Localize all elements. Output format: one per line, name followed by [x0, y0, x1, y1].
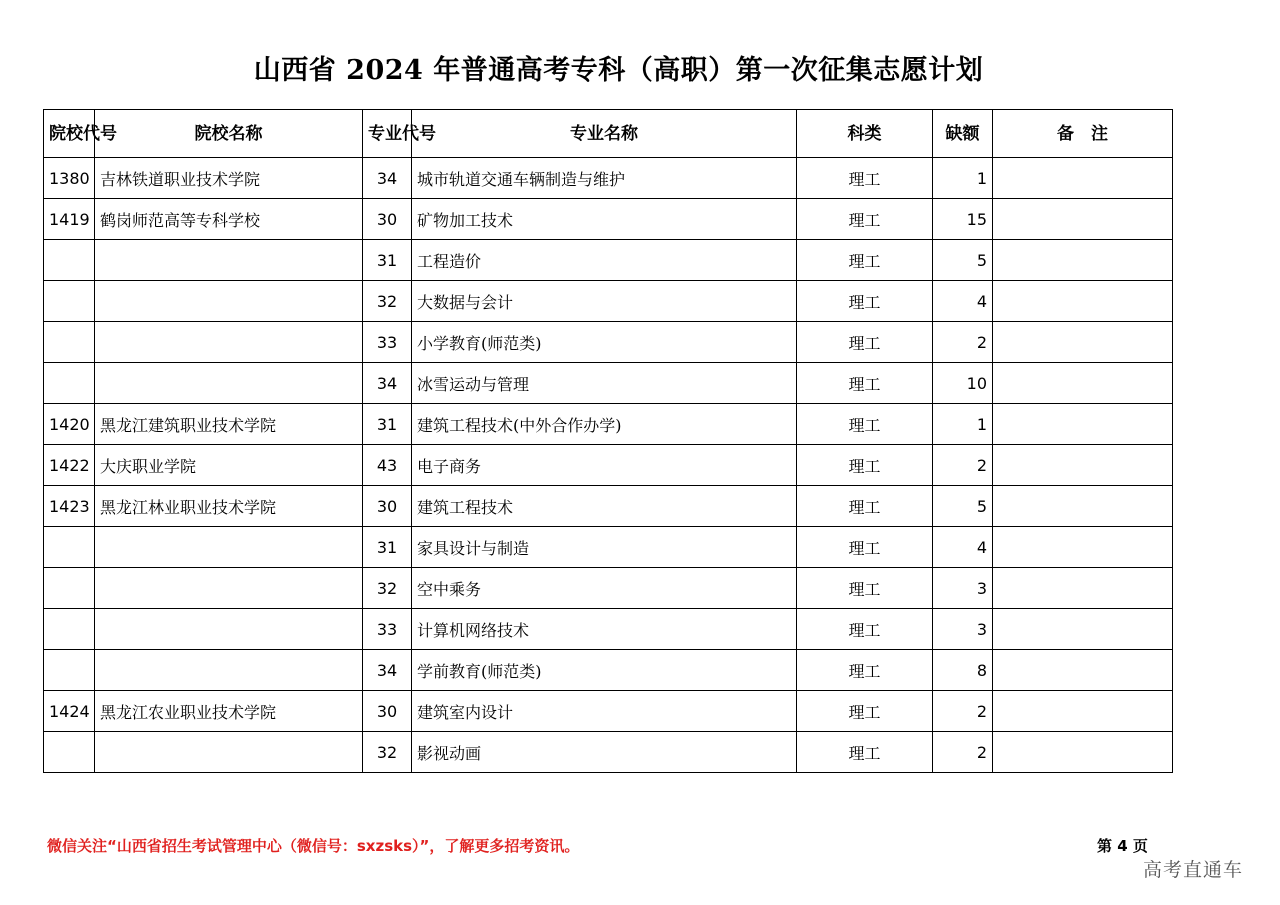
cell-school-name: 黑龙江建筑职业技术学院 — [95, 404, 363, 445]
cell-major-name: 矿物加工技术 — [412, 199, 797, 240]
cell-school-name — [95, 281, 363, 322]
cell-school-code — [44, 568, 95, 609]
cell-school-name: 吉林铁道职业技术学院 — [95, 158, 363, 199]
cell-school-code — [44, 322, 95, 363]
cell-major-code: 30 — [363, 691, 412, 732]
header-major-code: 专业代号 — [363, 110, 412, 158]
cell-major-code: 31 — [363, 404, 412, 445]
cell-major-name: 大数据与会计 — [412, 281, 797, 322]
cell-remark — [993, 158, 1173, 199]
cell-school-code — [44, 609, 95, 650]
cell-school-code — [44, 527, 95, 568]
cell-vacancy: 2 — [933, 691, 993, 732]
header-category: 科类 — [797, 110, 933, 158]
cell-major-name: 冰雪运动与管理 — [412, 363, 797, 404]
table-row — [44, 609, 1173, 650]
cell-major-code: 30 — [363, 486, 412, 527]
cell-remark — [993, 363, 1173, 404]
cell-remark — [993, 486, 1173, 527]
cell-major-name: 家具设计与制造 — [412, 527, 797, 568]
cell-category: 理工 — [797, 691, 933, 732]
cell-category: 理工 — [797, 609, 933, 650]
cell-vacancy: 1 — [933, 404, 993, 445]
page-title: 山西省 2024 年普通高考专科（高职）第一次征集志愿计划 — [253, 55, 984, 86]
cell-school-code — [44, 240, 95, 281]
cell-vacancy: 4 — [933, 281, 993, 322]
cell-category: 理工 — [797, 568, 933, 609]
cell-major-code: 34 — [363, 363, 412, 404]
cell-category: 理工 — [797, 486, 933, 527]
cell-category: 理工 — [797, 281, 933, 322]
header-remark: 备 注 — [993, 110, 1173, 158]
table-row — [44, 527, 1173, 568]
cell-remark — [993, 732, 1173, 773]
cell-school-name: 大庆职业学院 — [95, 445, 363, 486]
footer-wechat-note: 微信关注“山西省招生考试管理中心（微信号：sxzsks）”，了解更多招考资讯。 — [47, 837, 580, 855]
cell-major-name: 学前教育(师范类) — [412, 650, 797, 691]
table-row — [44, 650, 1173, 691]
cell-vacancy: 5 — [933, 240, 993, 281]
cell-category: 理工 — [797, 404, 933, 445]
cell-school-code: 1419 — [44, 199, 95, 240]
cell-school-name — [95, 363, 363, 404]
cell-vacancy: 3 — [933, 568, 993, 609]
cell-remark — [993, 322, 1173, 363]
cell-school-name: 鹤岗师范高等专科学校 — [95, 199, 363, 240]
cell-vacancy: 2 — [933, 732, 993, 773]
cell-major-code: 33 — [363, 322, 412, 363]
cell-school-code: 1422 — [44, 445, 95, 486]
cell-vacancy: 15 — [933, 199, 993, 240]
cell-remark — [993, 240, 1173, 281]
cell-vacancy: 5 — [933, 486, 993, 527]
table-row — [44, 199, 1173, 240]
cell-major-code: 34 — [363, 158, 412, 199]
cell-school-code: 1424 — [44, 691, 95, 732]
cell-vacancy: 4 — [933, 527, 993, 568]
cell-major-code: 31 — [363, 527, 412, 568]
cell-major-name: 小学教育(师范类) — [412, 322, 797, 363]
cell-remark — [993, 404, 1173, 445]
cell-vacancy: 2 — [933, 445, 993, 486]
cell-remark — [993, 568, 1173, 609]
cell-vacancy: 10 — [933, 363, 993, 404]
table-row — [44, 281, 1173, 322]
cell-category: 理工 — [797, 527, 933, 568]
cell-category: 理工 — [797, 158, 933, 199]
cell-school-name — [95, 322, 363, 363]
cell-major-code: 33 — [363, 609, 412, 650]
table-row — [44, 732, 1173, 773]
table-row — [44, 568, 1173, 609]
enrollment-plan-table — [43, 109, 1173, 773]
header-vacancy: 缺额 — [933, 110, 993, 158]
table-row — [44, 240, 1173, 281]
table-row — [44, 691, 1173, 732]
cell-major-code: 30 — [363, 199, 412, 240]
cell-school-name — [95, 650, 363, 691]
cell-category: 理工 — [797, 322, 933, 363]
cell-major-code: 31 — [363, 240, 412, 281]
cell-major-code: 32 — [363, 568, 412, 609]
cell-category: 理工 — [797, 199, 933, 240]
cell-category: 理工 — [797, 240, 933, 281]
cell-major-name: 建筑工程技术 — [412, 486, 797, 527]
cell-major-code: 32 — [363, 281, 412, 322]
cell-major-name: 空中乘务 — [412, 568, 797, 609]
cell-school-name — [95, 732, 363, 773]
table-header-row — [44, 110, 1173, 158]
cell-remark — [993, 691, 1173, 732]
page-number: 第 4 页 — [1097, 837, 1148, 855]
cell-school-code: 1420 — [44, 404, 95, 445]
cell-remark — [993, 650, 1173, 691]
table-row — [44, 445, 1173, 486]
cell-school-name: 黑龙江农业职业技术学院 — [95, 691, 363, 732]
cell-category: 理工 — [797, 363, 933, 404]
cell-vacancy: 3 — [933, 609, 993, 650]
cell-major-code: 32 — [363, 732, 412, 773]
table-row — [44, 322, 1173, 363]
cell-category: 理工 — [797, 732, 933, 773]
table-row — [44, 158, 1173, 199]
cell-major-name: 影视动画 — [412, 732, 797, 773]
cell-remark — [993, 609, 1173, 650]
cell-school-code — [44, 281, 95, 322]
header-major-name: 专业名称 — [412, 110, 797, 158]
cell-major-name: 计算机网络技术 — [412, 609, 797, 650]
cell-school-name — [95, 240, 363, 281]
cell-major-code: 34 — [363, 650, 412, 691]
cell-category: 理工 — [797, 650, 933, 691]
cell-major-name: 城市轨道交通车辆制造与维护 — [412, 158, 797, 199]
cell-remark — [993, 281, 1173, 322]
watermark: 高考直通车 — [1143, 859, 1244, 881]
cell-remark — [993, 199, 1173, 240]
cell-major-name: 工程造价 — [412, 240, 797, 281]
cell-major-name: 电子商务 — [412, 445, 797, 486]
cell-school-name — [95, 568, 363, 609]
cell-category: 理工 — [797, 445, 933, 486]
table-row — [44, 486, 1173, 527]
cell-school-code: 1380 — [44, 158, 95, 199]
cell-remark — [993, 527, 1173, 568]
cell-school-code — [44, 732, 95, 773]
cell-remark — [993, 445, 1173, 486]
cell-major-code: 43 — [363, 445, 412, 486]
cell-school-name: 黑龙江林业职业技术学院 — [95, 486, 363, 527]
cell-school-code — [44, 650, 95, 691]
cell-major-name: 建筑室内设计 — [412, 691, 797, 732]
cell-vacancy: 8 — [933, 650, 993, 691]
table-row — [44, 363, 1173, 404]
cell-school-name — [95, 527, 363, 568]
header-school-code: 院校代号 — [44, 110, 95, 158]
table-row — [44, 404, 1173, 445]
cell-school-code: 1423 — [44, 486, 95, 527]
cell-vacancy: 1 — [933, 158, 993, 199]
table-body — [44, 158, 1173, 773]
cell-school-code — [44, 363, 95, 404]
header-school-name: 院校名称 — [95, 110, 363, 158]
cell-major-name: 建筑工程技术(中外合作办学) — [412, 404, 797, 445]
cell-school-name — [95, 609, 363, 650]
cell-vacancy: 2 — [933, 322, 993, 363]
